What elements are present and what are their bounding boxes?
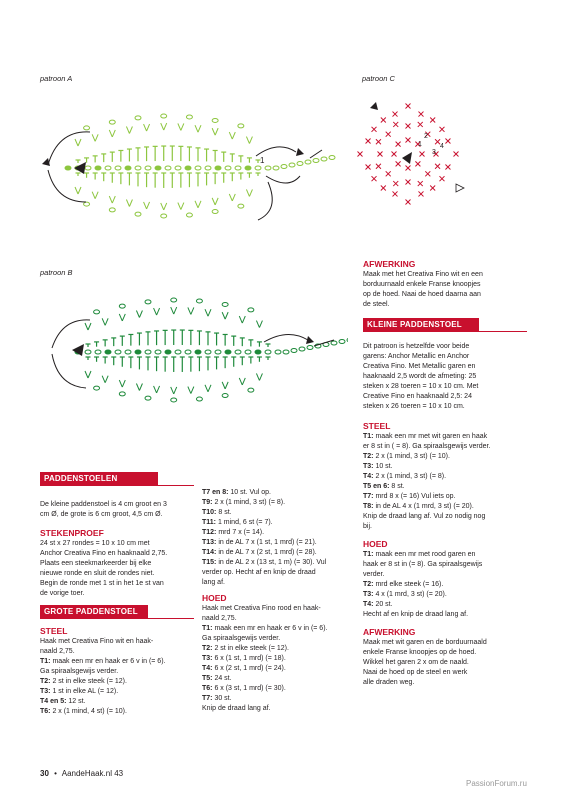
stekenproef-line: de vorige toer. [40,590,85,597]
round-label: T1: [202,625,213,632]
afwerking-line: borduurnaald enkele Franse knoopjes [363,281,481,288]
stekenproef-line: Begin de ronde met 1 st in het 1e st van [40,580,164,587]
stekenproef-line: 24 st x 27 rondes = 10 x 10 cm met [40,540,150,547]
instruction-line: T14: in de AL 7 x (2 st, 1 mrd) (= 28). [202,549,317,556]
kleine-hoed-header: HOED [363,539,388,549]
middle-column [202,488,358,714]
instruction-line: T6: 2 x (1 mind, 4 st) (= 10). [40,708,127,715]
kleine-intro-line: Creative Fino en haaknaald 2,5: 24 [363,393,472,400]
patroon-a-arrows [48,132,322,220]
round-label: T1: [363,433,374,440]
patroon-b-label: patroon B [40,268,73,277]
round-label: T7 en 8: [202,489,229,496]
round-label: T3: [40,688,51,695]
instruction-line: T5 en 6: 8 st. [363,483,405,490]
stekenproef-text [40,539,194,599]
kleine-paddenstoel-header: KLEINE PADDENSTOEL [363,318,479,331]
round-label: T2: [40,678,51,685]
instruction-line: T8: in de AL 4 x (1 mrd, 3 st) (= 20). [363,503,474,510]
grote-steel-header: STEEL [40,626,68,636]
patroon-a-stitches [65,114,335,218]
round-label: T14: [202,549,217,556]
afwerking-line: Maak met het Creativa Fino wit en een [363,271,483,278]
kleine-intro-line: steken x 28 toeren = 10 x 10 cm. Met [363,383,479,390]
instruction-line: T7: 30 st. [202,695,232,702]
stekenproef-line: nieuwe ronde en sluit de rondes niet. [40,570,155,577]
kleine-intro-text [363,342,527,412]
stekenproef-header: STEKENPROEF [40,528,104,538]
right-column [363,258,527,688]
header-rule [363,331,527,332]
instruction-line: T9: 2 x (1 mind, 3 st) (= 8). [202,499,286,506]
stekenproef-line: Plaats een steekmarkeerder bij elke [40,560,152,567]
round-label: T4: [202,665,213,672]
round-label: T10: [202,509,217,516]
patroon-c-round-4: 4 [440,143,444,150]
instruction-line: Haak met Creativa Fino wit en haak- [40,638,154,645]
afwerking-line: alle draden weg. [363,679,415,686]
footer-bullet: • [54,769,57,778]
instruction-line: naald 2,75. [202,615,237,622]
round-label: T4 en 5: [40,698,67,705]
instruction-line: T1: maak een mr met wit garen en haak [363,433,488,440]
round-label: T6: [40,708,51,715]
kleine-intro-line: Creativa Fino. Met Metallic garen en [363,363,476,370]
round-label: T1: [363,551,374,558]
header-rule [40,618,194,619]
afwerking-line: op de hoed. Naai de hoed daarna aan [363,291,481,298]
round-label: T2: [363,581,374,588]
instruction-line: T3: 1 st in elke AL (= 12). [40,688,119,695]
instruction-line: verder. [363,571,385,578]
round-label: T15: [202,559,217,566]
patroon-a-diagram [38,90,338,240]
grote-steel-text [40,637,194,717]
round-label: T3: [363,591,374,598]
kleine-steel-header: STEEL [363,421,391,431]
patroon-a-label: patroon A [40,74,73,83]
watermark: PassionForum.ru [466,779,527,788]
instruction-line: bij. [363,523,372,530]
instruction-line: verder op. Hecht af en knip de draad [202,569,316,576]
instruction-line: haak er 8 st in (= 8). Ga spiraalsgewijs [363,561,483,568]
kleine-intro-line: garens: Anchor Metallic en Anchor [363,353,470,360]
instruction-line: T4: 6 x (2 st, 1 mrd) (= 24). [202,665,286,672]
instruction-line: T3: 4 x (1 mrd, 3 st) (= 20). [363,591,447,598]
stekenproef-line: Anchor Creativa Fino en haaknaald 2,75. [40,550,168,557]
patroon-b-diagram [38,288,348,428]
round-label: T11: [202,519,217,526]
instruction-line: T3: 10 st. [363,463,393,470]
instruction-line: er 8 st in ( = 8). Ga spiraalsgewijs verder. [363,443,491,450]
afwerking-2-header: AFWERKING [363,627,416,637]
round-label: T5 en 6: [363,483,390,490]
round-label: T4: [363,601,374,608]
instruction-line: T3: 6 x (1 st, 1 mrd) (= 18). [202,655,286,662]
round-label: T12: [202,529,217,536]
round-label: T5: [202,675,213,682]
kleine-intro-line: steken x 26 toeren = 10 x 10 cm. [363,403,465,410]
round-label: T2: [202,645,213,652]
patroon-b-stitches [75,298,348,402]
patroon-c-stitches [358,104,459,205]
patroon-c-label: patroon C [362,74,395,83]
grote-paddenstoel-header: GROTE PADDENSTOEL [40,605,148,618]
grote-hoed-text [202,604,358,714]
instruction-line: T2: mrd elke steek (= 16). [363,581,444,588]
instruction-line: T13: in de AL 7 x (1 st, 1 mrd) (= 21). [202,539,317,546]
kleine-steel-text [363,432,527,532]
intro-line: De kleine paddenstoel is 4 cm groot en 3 [40,501,167,508]
afwerking-1-text [363,270,527,310]
afwerking-line: Naai de hoed op de steel en werk [363,669,468,676]
instruction-line: Knip de draad lang af. [202,705,271,712]
patroon-a-round-1: 1 [260,156,265,165]
afwerking-2-text [363,638,527,688]
instruction-line: T10: 8 st. [202,509,232,516]
round-label: T4: [363,473,374,480]
instruction-line: Ga spiraalsgewijs verder. [202,635,281,642]
grote-hoed-header: HOED [202,593,227,603]
instruction-line: lang af. [202,579,225,586]
patroon-c-round-3: 3 [432,149,436,156]
instruction-line: T4: 20 st. [363,601,393,608]
instruction-line: Knip de draad lang af. Vul zo nodig nog [363,513,486,520]
round-label: T1: [40,658,51,665]
instruction-line: Ga spiraalsgewijs verder. [40,668,119,675]
instruction-line: T2: 2 st in elke steek (= 12). [202,645,289,652]
instruction-line: Hecht af en knip de draad lang af. [363,611,469,618]
instruction-line: T1: maak een mr met rood garen en [363,551,476,558]
round-label: T7: [363,493,374,500]
afwerking-line: de steel. [363,301,390,308]
instruction-line: T15: in de AL 2 x (13 st, 1 m) (= 30). Vul [202,559,327,566]
intro-line: cm Ø, de grote is 6 cm groot, 4,5 cm Ø. [40,511,163,518]
round-label: T2: [363,453,374,460]
instruction-line: naald 2,75. [40,648,75,655]
page-footer [40,769,123,778]
round-label: T8: [363,503,374,510]
kleine-intro-line: haaknaald 2,5 wordt de afmeting: 25 [363,373,477,380]
round-label: T13: [202,539,217,546]
left-column [40,472,194,717]
kleine-intro-line: Dit patroon is hetzelfde voor beide [363,343,470,350]
round-label: T3: [202,655,213,662]
instruction-line: Haak met Creativa Fino rood en haak- [202,605,321,612]
instruction-line: T5: 24 st. [202,675,232,682]
patroon-c-diagram [348,88,468,218]
kleine-hoed-text [363,550,527,620]
instruction-line: T7: mrd 8 x (= 16) Vul iets op. [363,493,456,500]
page-number: 30 [40,769,49,778]
afwerking-line: enkele Franse knoopjes op de hoed. [363,649,477,656]
afwerking-line: Maak met wit garen en de borduurnaald [363,639,487,646]
afwerking-line: Wikkel het garen 2 x om de naald. [363,659,469,666]
instruction-line: T6: 6 x (3 st, 1 mrd) (= 30). [202,685,286,692]
intro-text [40,500,194,520]
instruction-line: T7 en 8: 10 st. Vul op. [202,489,271,496]
round-label: T6: [202,685,213,692]
magazine-name: AandeHaak.nl 43 [61,769,124,778]
instruction-line: T2: 2 st in elke steek (= 12). [40,678,127,685]
patroon-c-round-2: 2 [424,133,428,140]
round-label: T9: [202,499,213,506]
header-rule [40,485,194,486]
grote-steel-continued [202,488,358,588]
round-label: T7: [202,695,213,702]
instruction-line: T4: 2 x (1 mind, 3 st) (= 8). [363,473,447,480]
patroon-c-round-1: 1 [418,141,422,148]
paddenstoelen-header: PADDENSTOELEN [40,472,158,485]
instruction-line: T1: maak een mr en haak er 6 v in (= 6). [202,625,328,632]
instruction-line: T11: 1 mind, 6 st (= 7). [202,519,273,526]
instruction-line: T4 en 5: 12 st. [40,698,86,705]
instruction-line: T2: 2 x (1 mind, 3 st) (= 10). [363,453,450,460]
instruction-line: T1: maak een mr en haak er 6 v in (= 6). [40,658,166,665]
round-label: T3: [363,463,374,470]
instruction-line: T12: mrd 7 x (= 14). [202,529,265,536]
afwerking-1-header: AFWERKING [363,259,416,269]
